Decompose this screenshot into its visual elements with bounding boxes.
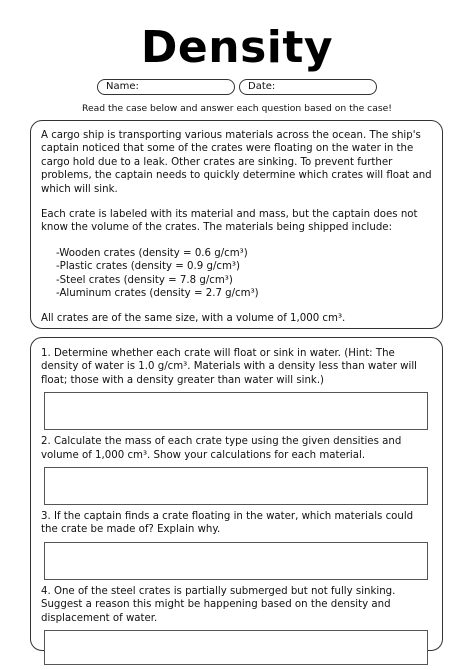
answer-box-3[interactable]: [44, 542, 428, 580]
materials-list: [41, 247, 432, 301]
date-label: Date:: [248, 81, 276, 92]
answer-box-2[interactable]: [44, 467, 428, 505]
name-label: Name:: [106, 81, 139, 92]
page-title: Density: [140, 22, 334, 73]
case-paragraph-1: A cargo ship is transporting various materials across the ocean. The ship's captain noticed that some of the crates were floating on the water in the cargo hold due to a leak. Other crates are sinking. To prevent further problems, the captain needs to quickly determine which crates will float and which will sink.: [41, 130, 432, 195]
date-field[interactable]: [239, 79, 377, 95]
question-4: 4. One of the steel crates is partially submerged but not fully sinking. Suggest a reason this might be happening based on the density and displacement of water.: [41, 585, 396, 624]
questions-box: [30, 337, 443, 651]
name-field[interactable]: [97, 79, 235, 95]
question-1: 1. Determine whether each crate will float or sink in water. (Hint: The density of water is 1.0 g/cm³. Materials with a density less than water will float; those with a density greater than water will sink.): [41, 348, 417, 386]
materials-list-item: -Wooden crates (density = 0.6 g/cm³): [56, 247, 248, 259]
answer-box-4[interactable]: [44, 630, 428, 665]
case-box: [30, 120, 443, 329]
materials-list-item: -Steel crates (density = 7.8 g/cm³): [56, 274, 233, 286]
case-paragraph-3: All crates are of the same size, with a volume of 1,000 cm³.: [41, 313, 346, 325]
question-3: 3. If the captain finds a crate floating in the water, which materials could the crate be made of? Explain why.: [41, 511, 414, 536]
case-paragraph-2: Each crate is labeled with its material and mass, but the captain does not know the volume of the crates. The materials being shipped include:: [41, 209, 418, 234]
instructions: Read the case below and answer each question based on the case!: [82, 103, 392, 114]
answer-box-1[interactable]: [44, 392, 428, 430]
materials-list-item: -Plastic crates (density = 0.9 g/cm³): [56, 261, 240, 273]
question-2: 2. Calculate the mass of each crate type using the given densities and volume of 1,000 cm³. Show your calculations for each material.: [41, 436, 402, 461]
materials-list-item: -Aluminum crates (density = 2.7 g/cm³): [56, 288, 259, 300]
